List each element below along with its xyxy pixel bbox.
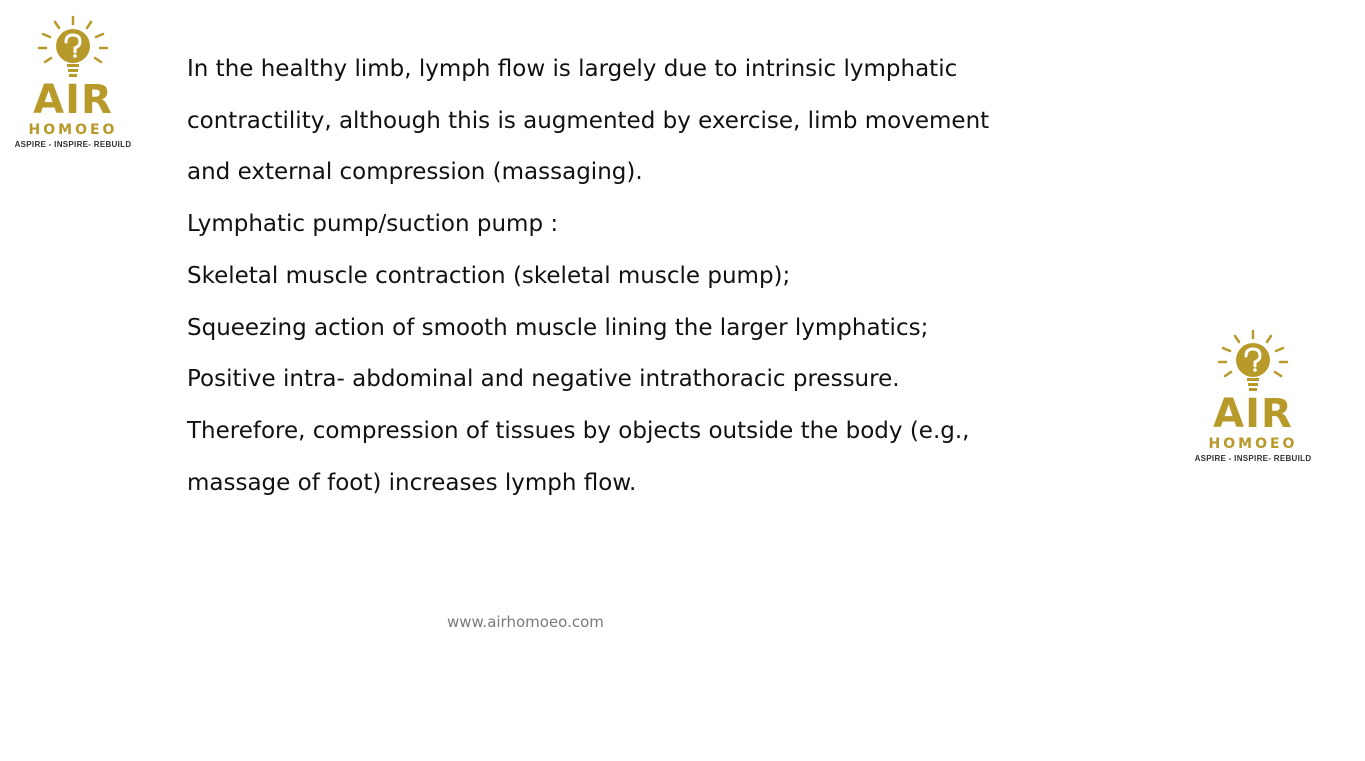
body-line: and external compression (massaging). [187,159,643,186]
body-line: Lymphatic pump/suction pump : [187,211,559,238]
logo-name: AIR [33,77,113,123]
logo-right [1188,328,1318,464]
body-line: Skeletal muscle contraction (skeletal muscle pump); [187,262,791,289]
website-url: www.airhomoeo.com [447,613,604,631]
logo-top-left [8,14,138,150]
logo-name: AIR [1213,391,1293,437]
lightbulb-question-icon [33,14,113,84]
body-line: Positive intra- abdominal and negative intrathoracic pressure. [187,366,900,393]
body-line: Squeezing action of smooth muscle lining the larger lymphatics; [187,314,929,341]
logo-subname: HOMOEO [1208,436,1298,452]
body-line: In the healthy limb, lymph flow is largely due to intrinsic lymphatic [187,56,958,82]
body-line: contractility, although this is augmented by exercise, limb movement [187,107,990,134]
logo-tagline: ASPIRE - INSPIRE- REBUILD [14,140,132,149]
body-line: massage of foot) increases lymph flow. [187,469,637,496]
lightbulb-question-icon [1213,328,1293,398]
body-line: Therefore, compression of tissues by objects outside the body (e.g., [187,417,970,444]
logo-tagline: ASPIRE - INSPIRE- REBUILD [1194,454,1312,463]
logo-subname: HOMOEO [28,122,118,138]
slide-body-text [187,44,1027,509]
